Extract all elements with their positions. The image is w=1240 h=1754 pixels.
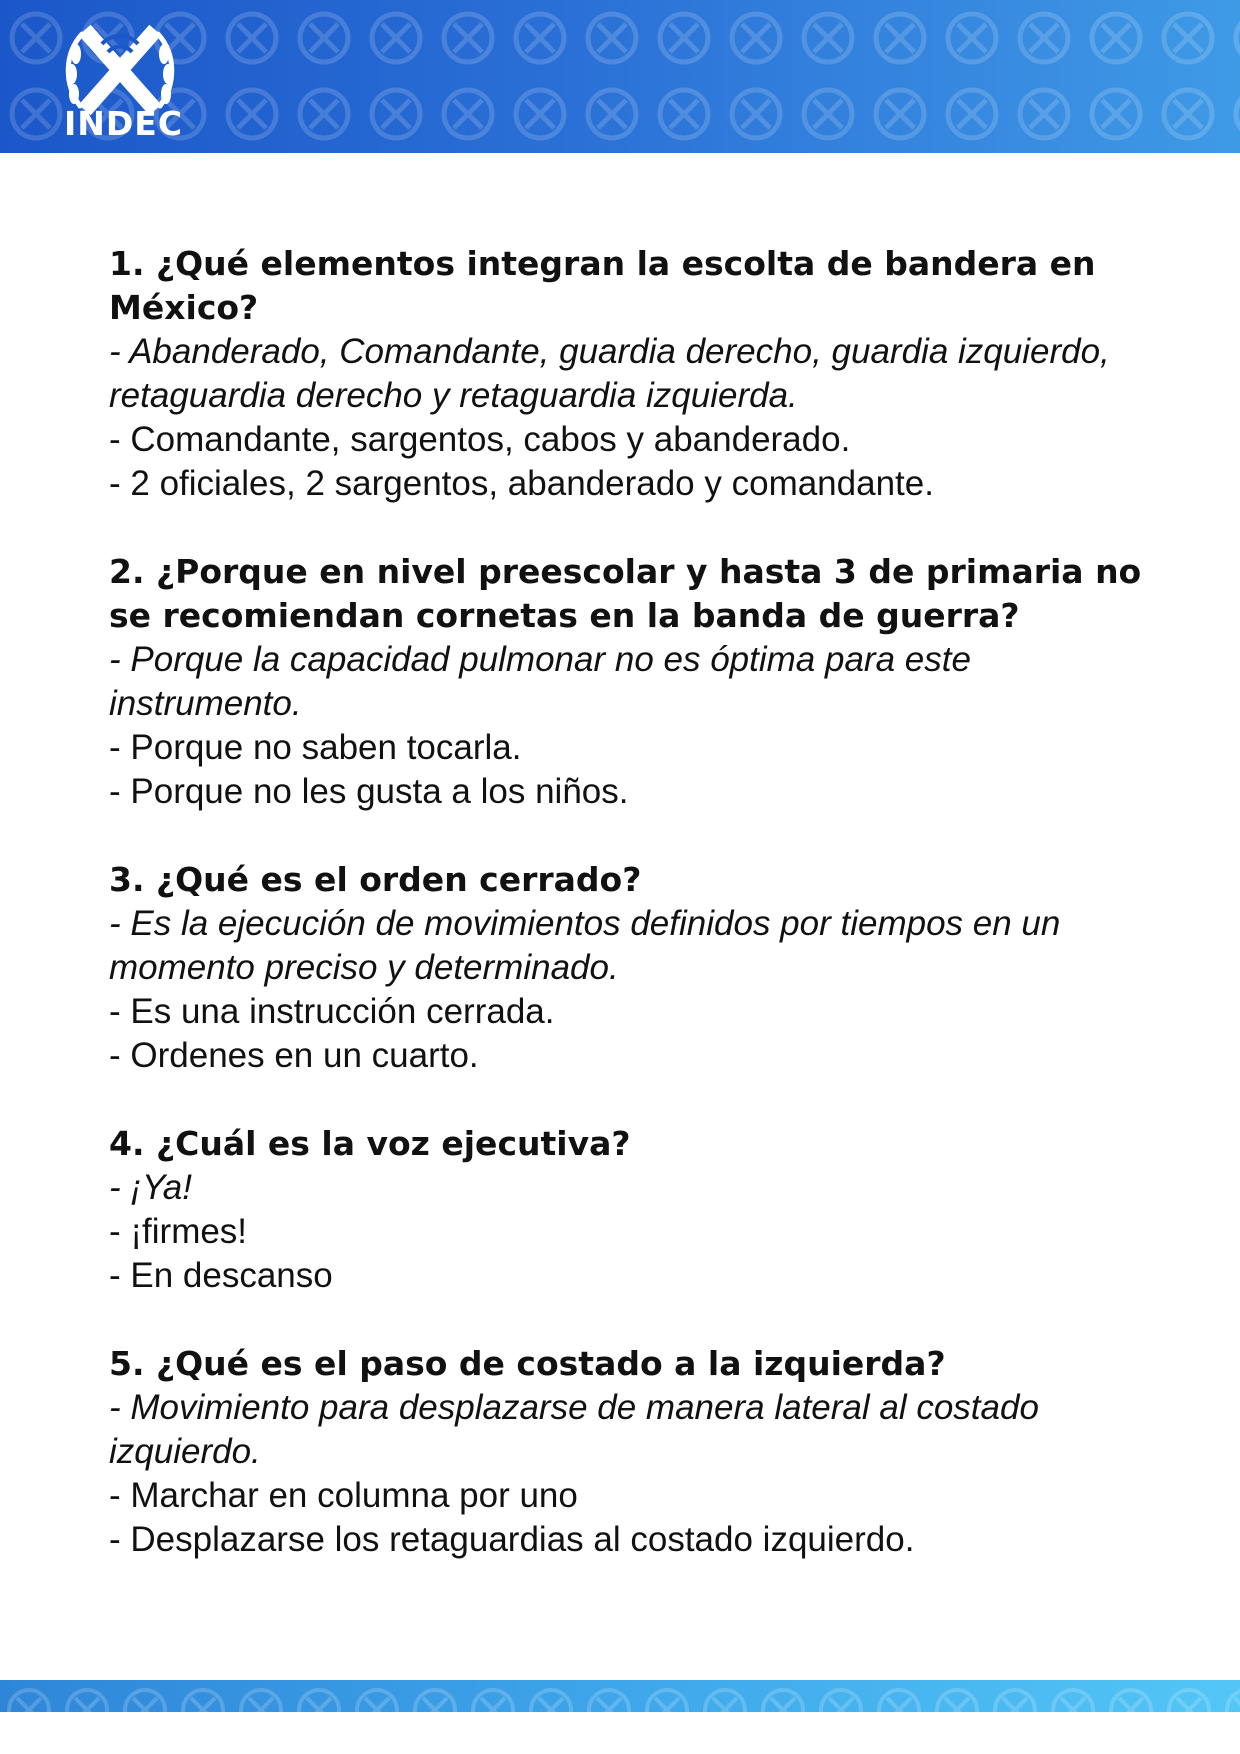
- answer-option-correct: - Movimiento para desplazarse de manera lateral al costado izquierdo.: [109, 1388, 1039, 1471]
- answer-option: - Desplazarse los retaguardias al costado izquierdo.: [109, 1520, 915, 1559]
- question-title: 2. ¿Porque en nivel preescolar y hasta 3 de primaria no se recomiendan cornetas en la banda de guerra?: [109, 552, 1142, 635]
- question-2: [109, 550, 1149, 814]
- question-title: 5. ¿Qué es el paso de costado a la izquierda?: [109, 1344, 946, 1383]
- answer-option: - Porque no les gusta a los niños.: [109, 772, 629, 811]
- question-title: 3. ¿Qué es el orden cerrado?: [109, 860, 642, 899]
- answer-option: - Ordenes en un cuarto.: [109, 1036, 479, 1075]
- banner-pattern: [0, 0, 1240, 153]
- answer-option: - Es una instrucción cerrada.: [109, 992, 555, 1031]
- footer-pattern: [0, 1680, 1240, 1712]
- answer-option: - Porque no saben tocarla.: [109, 728, 522, 767]
- logo-text: INDEC: [64, 104, 184, 143]
- answer-option: - En descanso: [109, 1256, 333, 1295]
- question-list: [109, 242, 1149, 1606]
- question-title: 1. ¿Qué elementos integran la escolta de bandera en México?: [109, 244, 1096, 327]
- question-title: 4. ¿Cuál es la voz ejecutiva?: [109, 1124, 631, 1163]
- answer-option: - Marchar en columna por uno: [109, 1476, 578, 1515]
- answer-option-correct: - Es la ejecución de movimientos definidos por tiempos en un momento preciso y determinado.: [109, 904, 1061, 987]
- answer-option: - Comandante, sargentos, cabos y abanderado.: [109, 420, 851, 459]
- question-5: [109, 1342, 1149, 1562]
- question-1: [109, 242, 1149, 506]
- answer-option-correct: - Porque la capacidad pulmonar no es óptima para este instrumento.: [109, 640, 971, 723]
- answer-option-correct: - Abanderado, Comandante, guardia derecho, guardia izquierdo, retaguardia derecho y retaguardia izquierda.: [109, 332, 1110, 415]
- answer-option: - 2 oficiales, 2 sargentos, abanderado y comandante.: [109, 464, 934, 503]
- header-banner: [0, 0, 1240, 153]
- answer-option: - ¡firmes!: [109, 1212, 248, 1251]
- question-3: [109, 858, 1149, 1078]
- question-4: [109, 1122, 1149, 1298]
- footer-band: [0, 1680, 1240, 1712]
- answer-option-correct: - ¡Ya!: [109, 1168, 192, 1207]
